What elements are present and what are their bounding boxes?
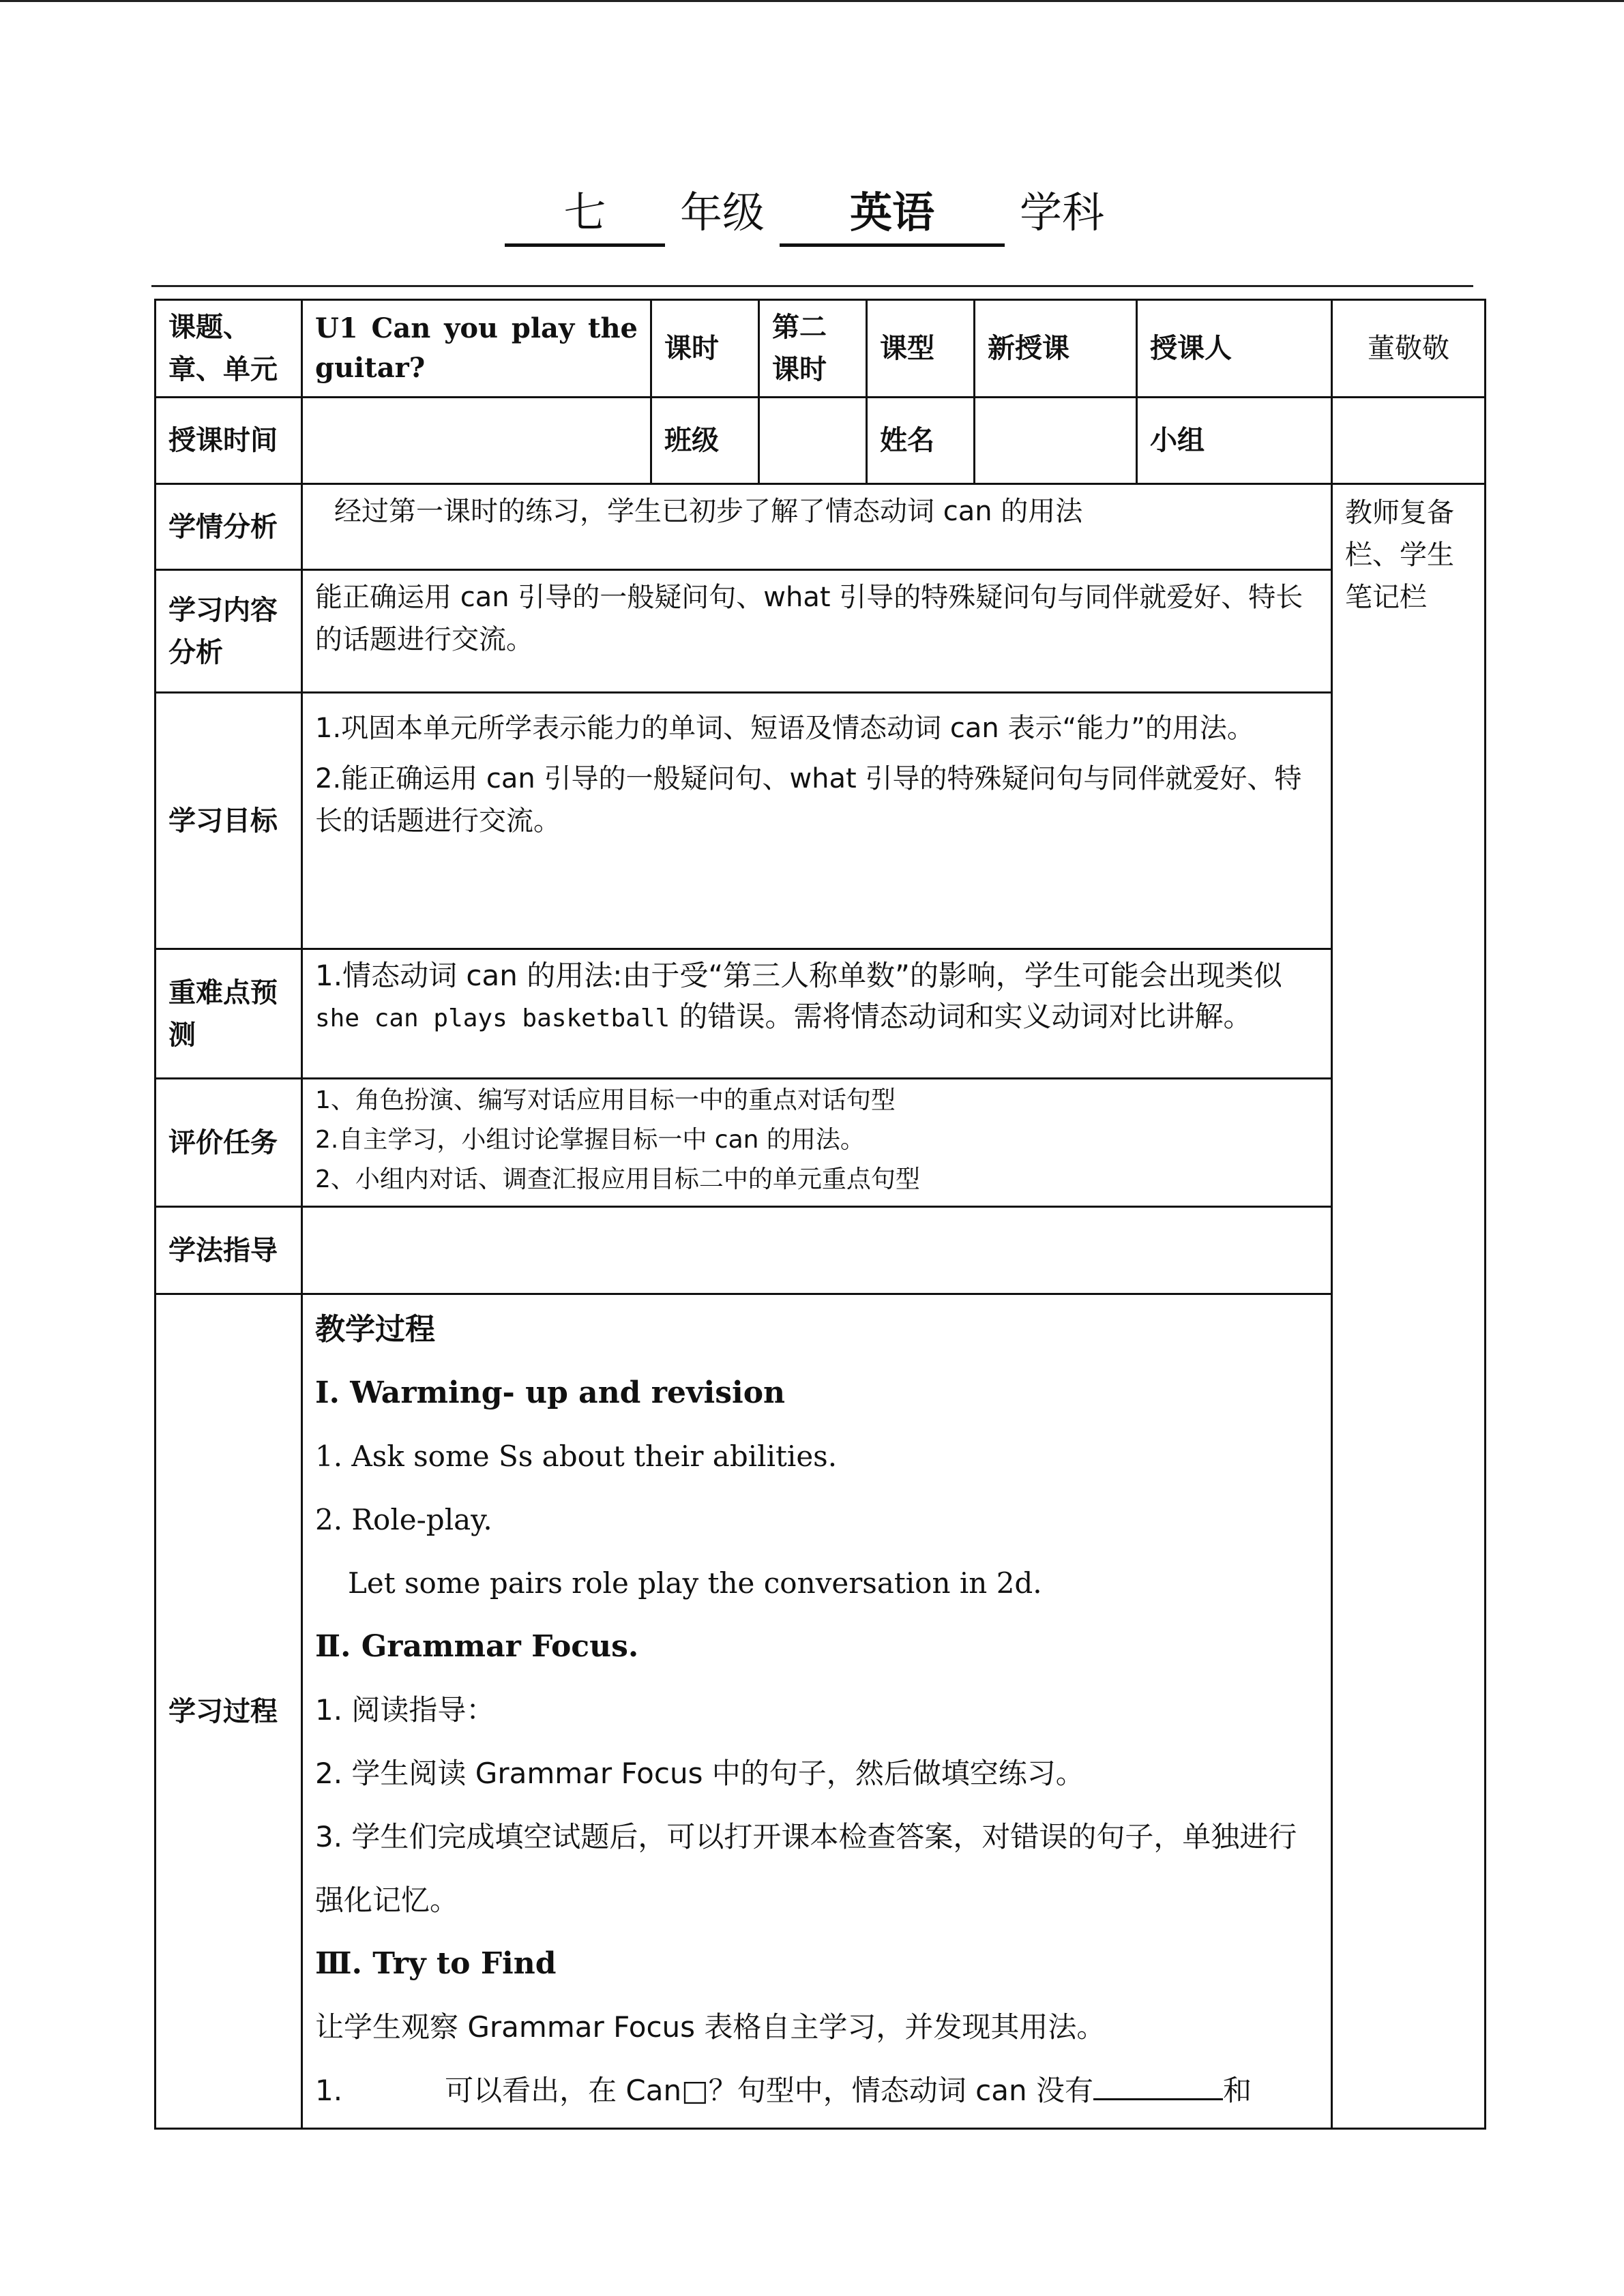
time-label: 授课时间 [156, 398, 302, 484]
process-heading: 教学过程 [315, 1312, 435, 1347]
analysis-text: 经过第一课时的练习，学生已初步了解了情态动词 can 的用法 [302, 484, 1332, 570]
row-topic [156, 300, 1486, 398]
evaluation-text [302, 1079, 1332, 1207]
section-1-title: Ⅰ. Warming- up and revision [315, 1375, 786, 1410]
difficulty-text [302, 949, 1332, 1079]
type-label: 课型 [867, 300, 975, 398]
section-1-note: Let some pairs role play the conversation in 2d. [348, 1566, 1042, 1600]
evaluation-item: 2、小组内对话、调查汇报应用目标二中的单元重点句型 [315, 1165, 920, 1193]
row-process [156, 1294, 1486, 2129]
side-note: 教师复备栏、学生笔记栏 [1332, 484, 1486, 2129]
name-value [975, 398, 1137, 484]
content-text: 能正确运用 can 引导的一般疑问句、what 引导的特殊疑问句与同伴就爱好、特长的话题进行交流。 [302, 570, 1332, 693]
fill-blank [1093, 2071, 1223, 2100]
section-3-item [315, 2059, 1318, 2122]
row-time [156, 398, 1486, 484]
class-value [759, 398, 867, 484]
section-1-item: 1. Ask some Ss about their abilities. [315, 1440, 838, 1473]
row-evaluation [156, 1079, 1486, 1207]
type-value: 新授课 [975, 300, 1137, 398]
teacher-label: 授课人 [1137, 300, 1332, 398]
section-3-text: 让学生观察 Grammar Focus 表格自主学习，并发现其用法。 [315, 2010, 1106, 2044]
process-content [302, 1294, 1332, 2129]
method-label: 学法指导 [156, 1207, 302, 1294]
subject-value: 英语 [780, 182, 1005, 247]
section-3-item-number: 1. [315, 2074, 343, 2107]
lesson-plan-table [154, 299, 1486, 2130]
difficulty-part-a: 1.情态动词 can 的用法:由于受“第三人称单数”的影响，学生可能会出现类似 [315, 959, 1282, 992]
group-value [1332, 398, 1486, 484]
time-value [302, 398, 651, 484]
analysis-label: 学情分析 [156, 484, 302, 570]
row-method [156, 1207, 1486, 1294]
section-1-item: 2. Role-play. [315, 1503, 492, 1536]
evaluation-item: 1、角色扮演、编写对话应用目标一中的重点对话句型 [315, 1086, 896, 1114]
evaluation-item: 2.自主学习，小组讨论掌握目标一中 can 的用法。 [315, 1126, 865, 1154]
section-2-item: 2. 学生阅读 Grammar Focus 中的句子，然后做填空练习。 [315, 1757, 1084, 1790]
name-label: 姓名 [867, 398, 975, 484]
period-value: 第二课时 [759, 300, 867, 398]
topic-label: 课题、章、单元 [156, 300, 302, 398]
class-label: 班级 [651, 398, 759, 484]
row-objectives [156, 693, 1486, 949]
grade-suffix: 年级 [679, 188, 765, 237]
section-3-item-text: 可以看出，在 Can□？句型中，情态动词 can 没有 [445, 2074, 1093, 2107]
teacher-value: 董敬敬 [1332, 300, 1486, 398]
difficulty-label: 重难点预测 [156, 949, 302, 1079]
row-analysis [156, 484, 1486, 570]
top-border [0, 0, 1624, 2]
row-content [156, 570, 1486, 693]
section-2-title: Ⅱ. Grammar Focus. [315, 1629, 639, 1664]
objective-item: 2.能正确运用 can 引导的一般疑问句、what 引导的特殊疑问句与同伴就爱好、特长的话题进行交流。 [315, 763, 1302, 837]
difficulty-part-b: 的错误。需将情态动词和实义动词对比讲解。 [679, 1000, 1252, 1033]
period-label: 课时 [651, 300, 759, 398]
section-3-item-tail: 和 [1222, 2074, 1252, 2107]
content-label: 学习内容分析 [156, 570, 302, 693]
method-value [302, 1207, 1332, 1294]
section-2-item: 1. 阅读指导： [315, 1693, 495, 1727]
objective-item: 1.巩固本单元所学表示能力的单词、短语及情态动词 can 表示“能力”的用法。 [315, 713, 1254, 744]
subject-suffix: 学科 [1020, 188, 1105, 237]
evaluation-label: 评价任务 [156, 1079, 302, 1207]
objectives-text [302, 693, 1332, 949]
page-title [0, 179, 1624, 247]
header-rule [151, 285, 1473, 287]
group-label: 小组 [1137, 398, 1332, 484]
difficulty-code: she can plays basketball [315, 1004, 670, 1032]
row-difficulty [156, 949, 1486, 1079]
topic-value: U1 Can you play the guitar? [302, 300, 651, 398]
objectives-label: 学习目标 [156, 693, 302, 949]
process-label: 学习过程 [156, 1294, 302, 2129]
grade-value: 七 [505, 182, 665, 247]
section-2-item: 3. 学生们完成填空试题后，可以打开课本检查答案，对错误的句子，单独进行强化记忆。 [315, 1820, 1297, 1917]
section-3-title: Ⅲ. Try to Find [315, 1946, 557, 1981]
